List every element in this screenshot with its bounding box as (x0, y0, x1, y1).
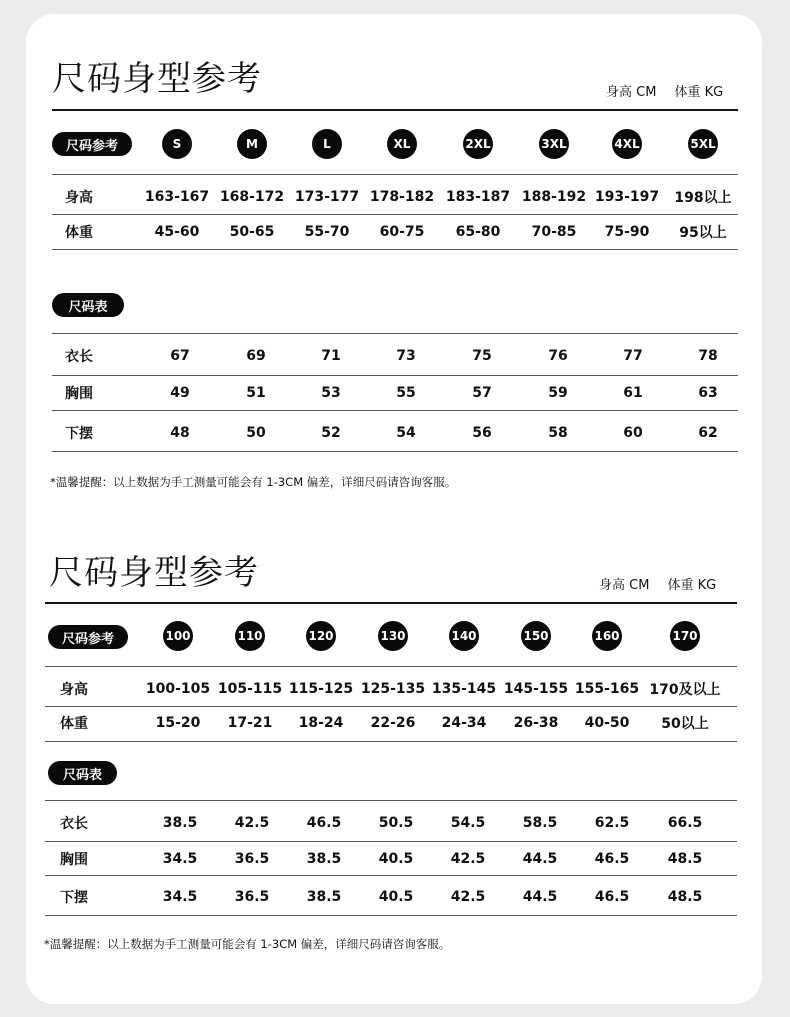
body-cell: 15-20 (155, 715, 201, 731)
measurement-cell: 73 (396, 348, 416, 364)
measurement-cell: 38.5 (306, 889, 342, 905)
size-reference-pill: 尺码参考 (48, 625, 128, 649)
size-badge: XL (387, 129, 417, 159)
body-cell: 188-192 (521, 189, 587, 205)
body-row-label: 体重 (65, 225, 93, 241)
unit-weight: 体重 KG (674, 85, 724, 100)
measurement-note: *温馨提醒：以上数据为手工测量可能会有 1-3CM 偏差，详细尺码请咨询客服。 (44, 937, 451, 951)
unit-height: 身高 CM (606, 85, 657, 100)
size-badge: 160 (592, 621, 622, 651)
body-cell: 17-21 (227, 715, 273, 731)
measurement-cell: 48.5 (667, 851, 703, 867)
measurement-cell: 46.5 (594, 851, 630, 867)
size-badge: M (237, 129, 267, 159)
measurement-cell: 75 (472, 348, 492, 364)
body-cell: 163-167 (144, 189, 210, 205)
section-title: 尺码身型参考 (52, 59, 262, 99)
row-divider (52, 333, 738, 334)
size-table-pill: 尺码表 (48, 761, 117, 785)
measurement-cell: 77 (623, 348, 643, 364)
measurement-cell: 44.5 (522, 851, 558, 867)
measurement-cell: 50 (246, 425, 266, 441)
size-badge: 3XL (539, 129, 569, 159)
measurement-cell: 54 (396, 425, 416, 441)
size-badge: 100 (163, 621, 193, 651)
row-divider (52, 249, 738, 250)
measurement-cell: 62.5 (594, 815, 630, 831)
body-row-label: 体重 (60, 716, 88, 732)
measurement-cell: 36.5 (234, 889, 270, 905)
body-cell: 18-24 (298, 715, 344, 731)
body-cell: 183-187 (445, 189, 511, 205)
measurement-cell: 48.5 (667, 889, 703, 905)
units-legend (599, 574, 716, 593)
measurement-cell: 55 (396, 385, 416, 401)
body-cell: 105-115 (217, 681, 283, 697)
measurement-cell: 40.5 (378, 889, 414, 905)
row-divider (52, 375, 738, 376)
measurement-cell: 60 (623, 425, 643, 441)
table-row-label: 下摆 (60, 890, 88, 906)
measurement-cell: 34.5 (162, 889, 198, 905)
measurement-cell: 42.5 (234, 815, 270, 831)
size-badge: 140 (449, 621, 479, 651)
measurement-cell: 63 (698, 385, 718, 401)
row-divider (45, 915, 737, 916)
body-cell: 173-177 (294, 189, 360, 205)
size-badge: 130 (378, 621, 408, 651)
row-divider (45, 706, 737, 707)
body-cell: 55-70 (304, 224, 350, 240)
body-row-label: 身高 (65, 190, 93, 206)
measurement-cell: 46.5 (306, 815, 342, 831)
measurement-cell: 42.5 (450, 889, 486, 905)
measurement-cell: 78 (698, 348, 718, 364)
measurement-cell: 54.5 (450, 815, 486, 831)
measurement-cell: 58.5 (522, 815, 558, 831)
size-badge: 4XL (612, 129, 642, 159)
measurement-cell: 50.5 (378, 815, 414, 831)
units-legend (606, 81, 723, 100)
size-badge: 2XL (463, 129, 493, 159)
body-cell: 60-75 (379, 224, 425, 240)
row-divider (52, 214, 738, 215)
row-divider (45, 875, 737, 876)
body-row-label: 身高 (60, 682, 88, 698)
table-row-label: 下摆 (65, 426, 93, 442)
body-cell: 168-172 (219, 189, 285, 205)
body-cell: 100-105 (145, 681, 211, 697)
measurement-cell: 49 (170, 385, 190, 401)
body-cell: 95以上 (679, 225, 727, 241)
measurement-cell: 62 (698, 425, 718, 441)
body-cell: 75-90 (604, 224, 650, 240)
size-badge: 110 (235, 621, 265, 651)
body-cell: 40-50 (584, 715, 630, 731)
body-cell: 50-65 (229, 224, 275, 240)
measurement-cell: 46.5 (594, 889, 630, 905)
measurement-cell: 38.5 (162, 815, 198, 831)
row-divider (45, 666, 737, 667)
body-cell: 45-60 (154, 224, 200, 240)
size-table-pill: 尺码表 (52, 293, 124, 317)
measurement-cell: 52 (321, 425, 341, 441)
measurement-cell: 57 (472, 385, 492, 401)
title-rule (45, 602, 737, 604)
table-row-label: 胸围 (60, 852, 88, 868)
measurement-cell: 58 (548, 425, 568, 441)
size-badge: 150 (521, 621, 551, 651)
measurement-cell: 38.5 (306, 851, 342, 867)
size-badge: 170 (670, 621, 700, 651)
unit-height: 身高 CM (599, 578, 650, 593)
size-badge: 5XL (688, 129, 718, 159)
body-cell: 65-80 (455, 224, 501, 240)
body-cell: 178-182 (369, 189, 435, 205)
body-cell: 22-26 (370, 715, 416, 731)
measurement-cell: 48 (170, 425, 190, 441)
measurement-cell: 67 (170, 348, 190, 364)
measurement-note: *温馨提醒：以上数据为手工测量可能会有 1-3CM 偏差，详细尺码请咨询客服。 (50, 475, 457, 489)
table-row-label: 衣长 (60, 816, 88, 832)
measurement-cell: 71 (321, 348, 341, 364)
row-divider (45, 800, 737, 801)
measurement-cell: 36.5 (234, 851, 270, 867)
table-row-label: 胸围 (65, 386, 93, 402)
body-cell: 145-155 (503, 681, 569, 697)
measurement-cell: 69 (246, 348, 266, 364)
measurement-cell: 76 (548, 348, 568, 364)
row-divider (52, 174, 738, 175)
body-cell: 193-197 (594, 189, 660, 205)
title-rule (52, 109, 738, 111)
table-row-label: 衣长 (65, 349, 93, 365)
body-cell: 198以上 (674, 190, 732, 206)
measurement-cell: 44.5 (522, 889, 558, 905)
measurement-cell: 66.5 (667, 815, 703, 831)
row-divider (45, 741, 737, 742)
size-badge: L (312, 129, 342, 159)
measurement-cell: 34.5 (162, 851, 198, 867)
body-cell: 155-165 (574, 681, 640, 697)
size-reference-pill: 尺码参考 (52, 132, 132, 156)
measurement-cell: 53 (321, 385, 341, 401)
unit-weight: 体重 KG (667, 578, 717, 593)
size-badge: S (162, 129, 192, 159)
row-divider (45, 841, 737, 842)
body-cell: 24-34 (441, 715, 487, 731)
row-divider (52, 451, 738, 452)
measurement-cell: 56 (472, 425, 492, 441)
size-badge: 120 (306, 621, 336, 651)
measurement-cell: 61 (623, 385, 643, 401)
body-cell: 115-125 (288, 681, 354, 697)
body-cell: 170及以上 (649, 682, 721, 698)
measurement-cell: 51 (246, 385, 266, 401)
body-cell: 50以上 (661, 716, 709, 732)
row-divider (52, 410, 738, 411)
body-cell: 125-135 (360, 681, 426, 697)
section-title: 尺码身型参考 (49, 553, 259, 593)
measurement-cell: 40.5 (378, 851, 414, 867)
body-cell: 135-145 (431, 681, 497, 697)
body-cell: 70-85 (531, 224, 577, 240)
body-cell: 26-38 (513, 715, 559, 731)
measurement-cell: 59 (548, 385, 568, 401)
measurement-cell: 42.5 (450, 851, 486, 867)
